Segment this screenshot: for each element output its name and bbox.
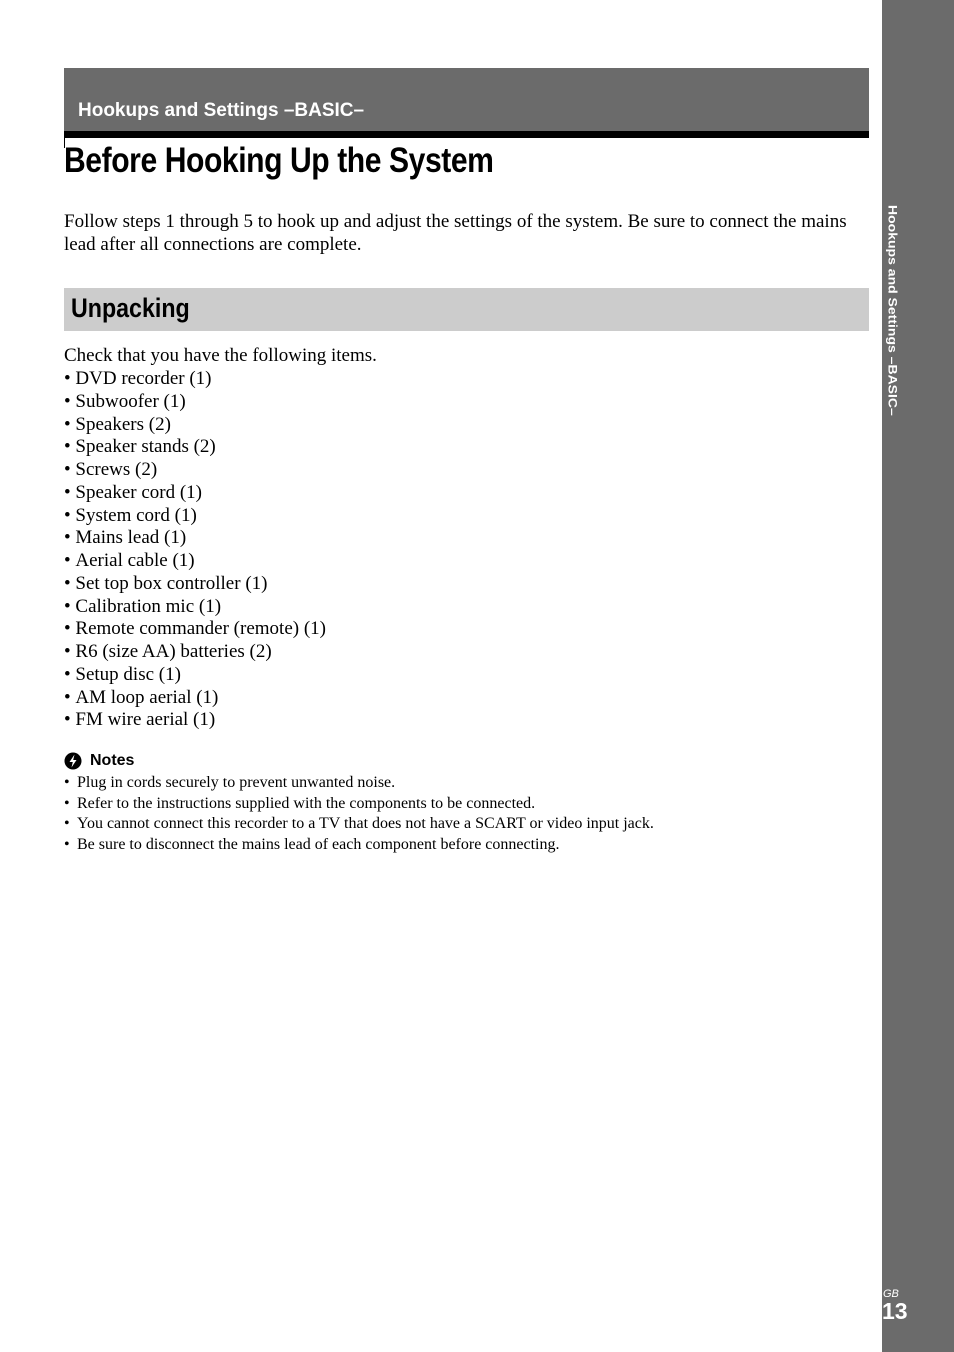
page-language-code: GB	[883, 1288, 899, 1300]
notes-heading: Notes	[90, 752, 135, 769]
unpacking-lead: Check that you have the following items.	[64, 345, 377, 366]
notes-list	[64, 773, 654, 855]
list-item: • Speaker cord (1)	[64, 482, 326, 505]
unpacking-heading: Unpacking	[71, 293, 190, 323]
list-item: • FM wire aerial (1)	[64, 709, 326, 732]
list-item: • System cord (1)	[64, 505, 326, 528]
note-item: • Be sure to disconnect the mains lead of each component before connecting.	[64, 835, 654, 856]
notes-heading-row	[64, 752, 134, 770]
note-item: • You cannot connect this recorder to a TV that does not have a SCART or video input jack.	[64, 814, 654, 835]
section-header-bar	[64, 68, 869, 138]
unpacking-item-list	[64, 368, 326, 732]
note-item: • Refer to the instructions supplied with the components to be connected.	[64, 794, 654, 815]
intro-paragraph: Follow steps 1 through 5 to hook up and adjust the settings of the system. Be sure to connect the mains lead after all connections are complete.	[64, 211, 847, 255]
list-item: • Calibration mic (1)	[64, 596, 326, 619]
notes-icon	[64, 752, 82, 770]
list-item: • Screws (2)	[64, 459, 326, 482]
list-item: • Setup disc (1)	[64, 664, 326, 687]
unpacking-heading-bar	[64, 288, 869, 331]
list-item: • AM loop aerial (1)	[64, 687, 326, 710]
list-item: • DVD recorder (1)	[64, 368, 326, 391]
list-item: • Subwoofer (1)	[64, 391, 326, 414]
list-item: • Speakers (2)	[64, 414, 326, 437]
page-title: Before Hooking Up the System	[64, 141, 494, 180]
list-item: • Set top box controller (1)	[64, 573, 326, 596]
side-tab	[882, 0, 954, 1352]
list-item: • Remote commander (remote) (1)	[64, 618, 326, 641]
section-title: Hookups and Settings –BASIC–	[78, 100, 365, 121]
list-item: • Mains lead (1)	[64, 527, 326, 550]
list-item: • Speaker stands (2)	[64, 436, 326, 459]
list-item: • Aerial cable (1)	[64, 550, 326, 573]
list-item: • R6 (size AA) batteries (2)	[64, 641, 326, 664]
page-number: 13	[882, 1298, 908, 1324]
side-tab-label: Hookups and Settings –BASIC–	[886, 205, 900, 416]
note-item: • Plug in cords securely to prevent unwanted noise.	[64, 773, 654, 794]
